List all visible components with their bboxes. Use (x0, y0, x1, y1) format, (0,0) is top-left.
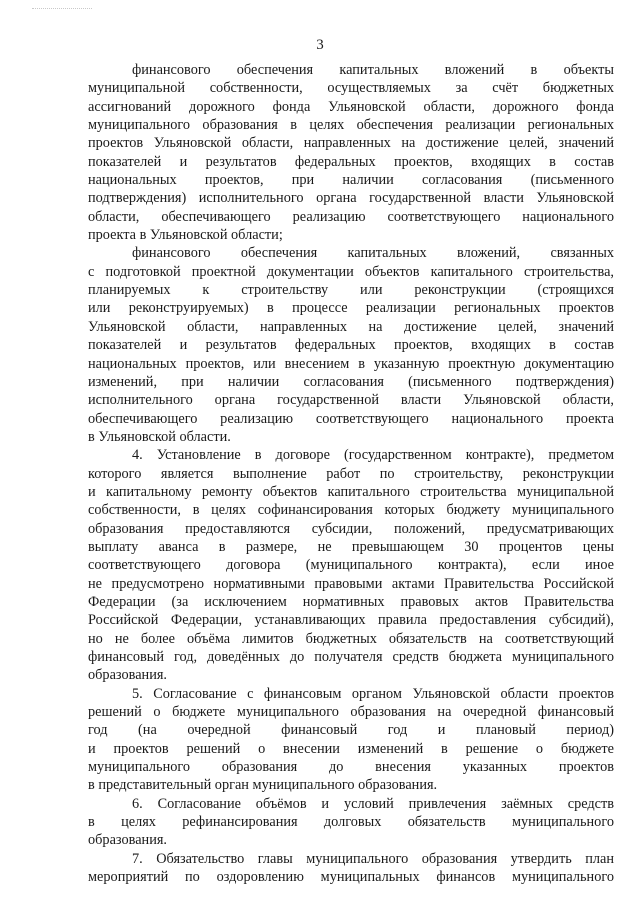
text-line: проекта в Ульяновской области; (88, 227, 283, 244)
text-line: но не более объёма лимитов бюджетных обязательств на соответствующий (88, 630, 614, 647)
text-line: и капитальному ремонту объектов капитального строительства муниципальной (88, 483, 614, 500)
text-line: национальных проектов, при наличии согласования (письменного (88, 172, 614, 189)
paragraph (88, 685, 614, 795)
text-line: мероприятий по оздоровлению муниципальных финансов муниципального (88, 869, 614, 886)
text-line: образования. (88, 832, 167, 849)
text-line: области, обеспечивающего реализацию соответствующего национального (88, 208, 614, 225)
text-line: обеспечивающего реализацию соответствующего национального проекта (88, 410, 614, 427)
text-line: или реконструируемых) в процессе реализации региональных проектов (88, 300, 614, 317)
text-line: 7. Обязательство главы муниципального образования утвердить план (132, 850, 614, 867)
text-line: не предусмотрено нормативными правовыми актами Правительства Российской (88, 575, 614, 592)
text-line: год (на очередной финансовый год и плановый период) (88, 722, 614, 739)
text-line: исполнительного органа государственной власти Ульяновской области, (88, 392, 614, 409)
page-number: 3 (316, 37, 324, 53)
scan-artifact (32, 8, 92, 11)
text-line: муниципального образования в целях обеспечения реализации региональных (88, 117, 614, 134)
text-line: муниципального образования до внесения указанных проектов (88, 759, 614, 776)
text-line: в целях рефинансирования долговых обязательств муниципального (88, 814, 614, 831)
text-line: решений о бюджете муниципального образования на очередной финансовый (88, 704, 614, 721)
paragraph (88, 850, 614, 887)
text-line: проектов Ульяновской области, направленных на достижение целей, значений (88, 135, 614, 152)
text-line: которого является выполнение работ по строительству, реконструкции (88, 465, 614, 482)
text-line: в представительный орган муниципального образования. (88, 777, 438, 794)
paragraph (88, 244, 614, 446)
text-line: и проектов решений о внесении изменений в решение о бюджете (88, 740, 614, 757)
paragraph (88, 61, 614, 244)
document-body (88, 61, 614, 886)
paragraph (88, 446, 614, 684)
text-line: ассигнований дорожного фонда Ульяновской области, дорожного фонда (88, 98, 614, 115)
text-line: Федерации (за исключением нормативных правовых актов Правительства (88, 593, 614, 610)
text-line: изменений, при наличии согласования (письменного подтверждения) (88, 373, 614, 390)
text-line: финансового обеспечения капитальных вложений в объекты (132, 62, 614, 78)
text-line: 6. Согласование объёмов и условий привлечения заёмных средств (132, 795, 614, 812)
text-line: 4. Установление в договоре (государственном контракте), предметом (132, 447, 614, 464)
text-line: национальных проектов, или внесением в указанную проектную документацию (88, 355, 614, 372)
text-line: с подготовкой проектной документации объектов капитального строительства, (88, 263, 614, 280)
text-line: собственности, в целях софинансирования которых бюджету муниципального (88, 502, 614, 519)
text-line: образования. (88, 667, 167, 684)
text-line: в Ульяновской области. (88, 428, 231, 445)
text-line: показателей и результатов федеральных проектов, входящих в состав (88, 337, 614, 354)
text-line: подтверждения) исполнительного органа государственной власти Ульяновской (88, 190, 614, 207)
text-line: финансовый год, доведённых до получателя средств бюджета муниципального (88, 649, 614, 665)
text-line: 5. Согласование с финансовым органом Ульяновской области проектов (132, 685, 614, 702)
text-line: образования предоставляются субсидии, положений, предусматривающих (88, 520, 614, 537)
text-line: выплату аванса в размере, не превышающем 30 процентов цены (88, 538, 614, 555)
paragraph (88, 795, 614, 850)
text-line: Российской Федерации, устанавливающих правила предоставления субсидий), (88, 612, 614, 629)
text-line: планируемых к строительству или реконструкции (строящихся (88, 282, 614, 299)
text-line: муниципальной собственности, осуществляемых за счёт бюджетных (88, 80, 614, 97)
text-line: Ульяновской области, направленных на достижение целей, значений (88, 318, 614, 335)
text-line: финансового обеспечения капитальных вложений, связанных (132, 245, 614, 262)
text-line: показателей и результатов федеральных проектов, входящих в состав (88, 153, 614, 170)
text-line: соответствующего договора (муниципального контракта), если иное (88, 557, 614, 574)
